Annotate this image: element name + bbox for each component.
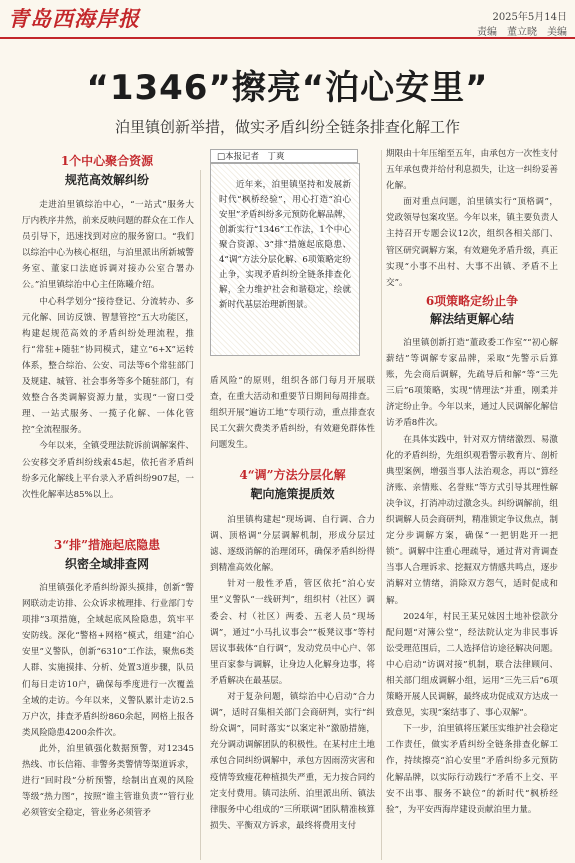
paragraph: 期限由十年压缩至五年，由承包方一次性支付五年承包费并给付利息损失，让这一纠纷妥善化解。 (386, 149, 558, 192)
column-divider (381, 150, 382, 860)
section-2-title-black: 织密全域排查网 (64, 557, 149, 571)
paragraph: 泊里镇强化矛盾纠纷源头摸排，创新“警网联动走访排、公众诉求梳理排、行业部门专项排”3项措施，全域起底风险隐患，筑牢平安防线。深化“警格+网格”模式，组建“泊心安里”义警队，创新“6310”工作法，聚焦6类人群、实施摸排、分析、处置3道步骤，队员们每日走访10户，确保每季度进行一次覆盖全域的走访。今年以来，义警队累计走访2.5万户次，排查矛盾纠纷860余起，网格上报各类风险隐患4200余件次。 (22, 583, 194, 738)
paragraph: 针对一般性矛盾，管区依托“泊心安里”义警队“一线研判”，组织村（社区）调委会、村（社区）两委、五老人员“现场调”，通过“小马扎议事会”“板凳议事”等村居议事载体“自行调”，发动党员中心户、邻里百家参与调解，让身边人化解身边事，将矛盾解决在最基层。 (210, 579, 375, 686)
column-divider (200, 170, 201, 860)
page-headline: “1346”擦亮“泊心安里” (86, 68, 489, 108)
article-column-3b (386, 335, 558, 818)
paragraph: 对于复杂问题，镇综治中心启动“合力调”，适时召集相关部门会商研判，实行“纠纷众调”，同时落实“以案定补”激励措施，充分调动调解团队的积极性。在某村庄土地承包合同纠纷调解中，承包方因雨涝灾害和疫情等致瘦花种植损失严重，无力按合同约定支付费用。镇司法所、泊里派出所、镇法律服务中心组成的“三所联调”团队精准核算损失、平衡双方诉求，最终将费用支付 (210, 692, 375, 831)
article-column-2a (210, 373, 375, 453)
section-4-title-black: 解法结更解心结 (429, 312, 514, 326)
lead-box (210, 163, 360, 356)
section-1-title-red: 1个中心聚合资源 (60, 154, 154, 168)
paragraph: 下一步，泊里镇将压紧压实维护社会稳定工作责任，做实矛盾纠纷全链条排查化解工作，持续擦亮“泊心安里”矛盾纠纷多元预防化解品牌，以实际行动践行“矛盾不上交、平安不出事、服务不缺位”的新时代“枫桥经验”，为平安西海岸建设贡献泊里力量。 (386, 724, 558, 815)
paragraph: 走进泊里镇综治中心，“一站式”服务大厅内秩序井然，前来反映问题的群众在工作人员引导下，迅速找到对应的服务窗口。“我们以综治中心为核心枢纽，与泊里派出所新城警务室、董家口法庭诉调对接办公室合署办公。”泊里镇综治中心主任陈曦介绍。 (22, 200, 194, 291)
paragraph: 此外，泊里镇强化数据预警，对12345热线、市长信箱、非警务类警情等渠道诉求，进行“回时段”分析预警，绘制出直观的风险等级“热力图”，按照“谁主管谁负责”“管行业必须管安全稳定，管业务必须管矛 (22, 743, 194, 819)
paragraph: 中心科学划分“接待登记、分流转办、多元化解、回访反馈、智慧管控”五大功能区，构建起规范高效的矛盾纠纷处理流程，推行“常驻+随驻”协同模式，建立“6+X”运转体系，整合综治、公安、司法等6个常驻部门及规建、城管、社会事务等多个随驻部门，有效整合各类调解资源力量，实现“一窗口受理、一站式服务、一揽子化解、一体化管控”全流程服务。 (22, 296, 194, 436)
lead-paragraph: 近年来，泊里镇坚持和发展新时代“枫桥经验”，用心打造“泊心安里”矛盾纠纷多元预防化解品牌，创新实行“1346”工作法，1个中心聚合资源、3“排”措施起底隐患、4“调”方法分层化解、6项策略定纷止争，实现矛盾纠纷全链条排查化解，全力维护社会和谐稳定，绘就新时代基层治理新图景。 (219, 180, 351, 310)
article-column-2b (210, 512, 375, 834)
paragraph: 在具体实践中，针对双方情绪激烈、易激化的矛盾纠纷，先组织观看警示教育片、剖析典型案例，增强当事人法治观念，再以“算经济账、亲情账、名誉账”等方式引导其理性解决争议，打消冲动过激念头。纠纷调解前，组织调解人员会商研判，精准锁定争议焦点，制定分步调解方案，确保“一把钥匙开一把锁”。调解中注重心理疏导，通过背对背调查当事人合理诉求、挖掘双方情感共鸣点，逐步消解对立情绪，消除双方怨气，适时促成和解。 (386, 434, 558, 606)
article-column-3a (386, 146, 558, 291)
paragraph: 盾风险”的原则，组织各部门每月开展联查，在重大活动和重要节日期间每周排查。组织开展“遍访工地”专项行动，重点排查农民工欠薪欠费类矛盾纠纷，有效避免群体性问题发生。 (210, 376, 375, 451)
article-column-1a (22, 197, 194, 503)
paragraph: 泊里镇构建起“现场调、自行调、合力调、顶格调”分层调解机制，形成分层过滤、逐级消解的治理闭环，确保矛盾纠纷得到精准高效化解。 (210, 515, 375, 574)
section-2-title-red: 3“排”措施起底隐患 (53, 538, 161, 552)
paragraph: 2024年，村民王某兄妹因土地补偿款分配问题“对簿公堂”，经法院认定为非民事诉讼受理范围后，二人选择信访途径解决问题。中心启动“访调对接”机制，联合法律顾问、相关部门组成调解小组，运用“三先三后”6项策略开展人民调解，最终成功促成双方达成一致意见，实现“案结事了、事心双解”。 (386, 611, 558, 719)
issue-date: 2025年5月14日 (492, 12, 567, 23)
editors-line: 责编 董立晓 美编 (477, 27, 567, 38)
section-4-title-red: 6项策略定纷止争 (425, 294, 519, 308)
page-subhead: 泊里镇创新举措，做实矛盾纠纷全链条排查化解工作 (114, 118, 460, 136)
masthead-logo: 青岛西海岸报 (8, 6, 140, 31)
article-column-1b (22, 580, 194, 821)
reporter-byline: □本报记者 丁爽 (210, 149, 358, 163)
section-3-title-red: 4“调”方法分层化解 (239, 468, 346, 482)
paragraph: 泊里镇创新打造“董政委工作室”“初心解薪结”等调解专家品牌，采取“先警示后算账，先会商后调解，先疏导后和解”等“三先三后”6项策略，实现“情理法”并重，刚柔并济定纷止争。今年以来，通过人民调解化解信访矛盾8件次。 (386, 338, 558, 429)
paragraph: 今年以来，全镇受理法院诉前调解案件、公安移交矛盾纠纷线索45起，依托省矛盾纠纷多元化解线上平台录入矛盾纠纷907起，一次性化解率达85%以上。 (22, 441, 194, 500)
section-3-title-black: 靶向施策提质效 (250, 487, 335, 501)
header-rule (0, 37, 575, 39)
paragraph: 面对重点问题，泊里镇实行“顶格调”，党政领导包案攻坚。今年以来，镇主要负责人主持召开专题会议12次，组织各相关部门、管区研究调解方案，有效避免矛盾升级，真正实现“小事不出村、大事不出镇、矛盾不上交”。 (386, 197, 558, 288)
section-1-title-black: 规范高效解纠纷 (64, 173, 149, 187)
